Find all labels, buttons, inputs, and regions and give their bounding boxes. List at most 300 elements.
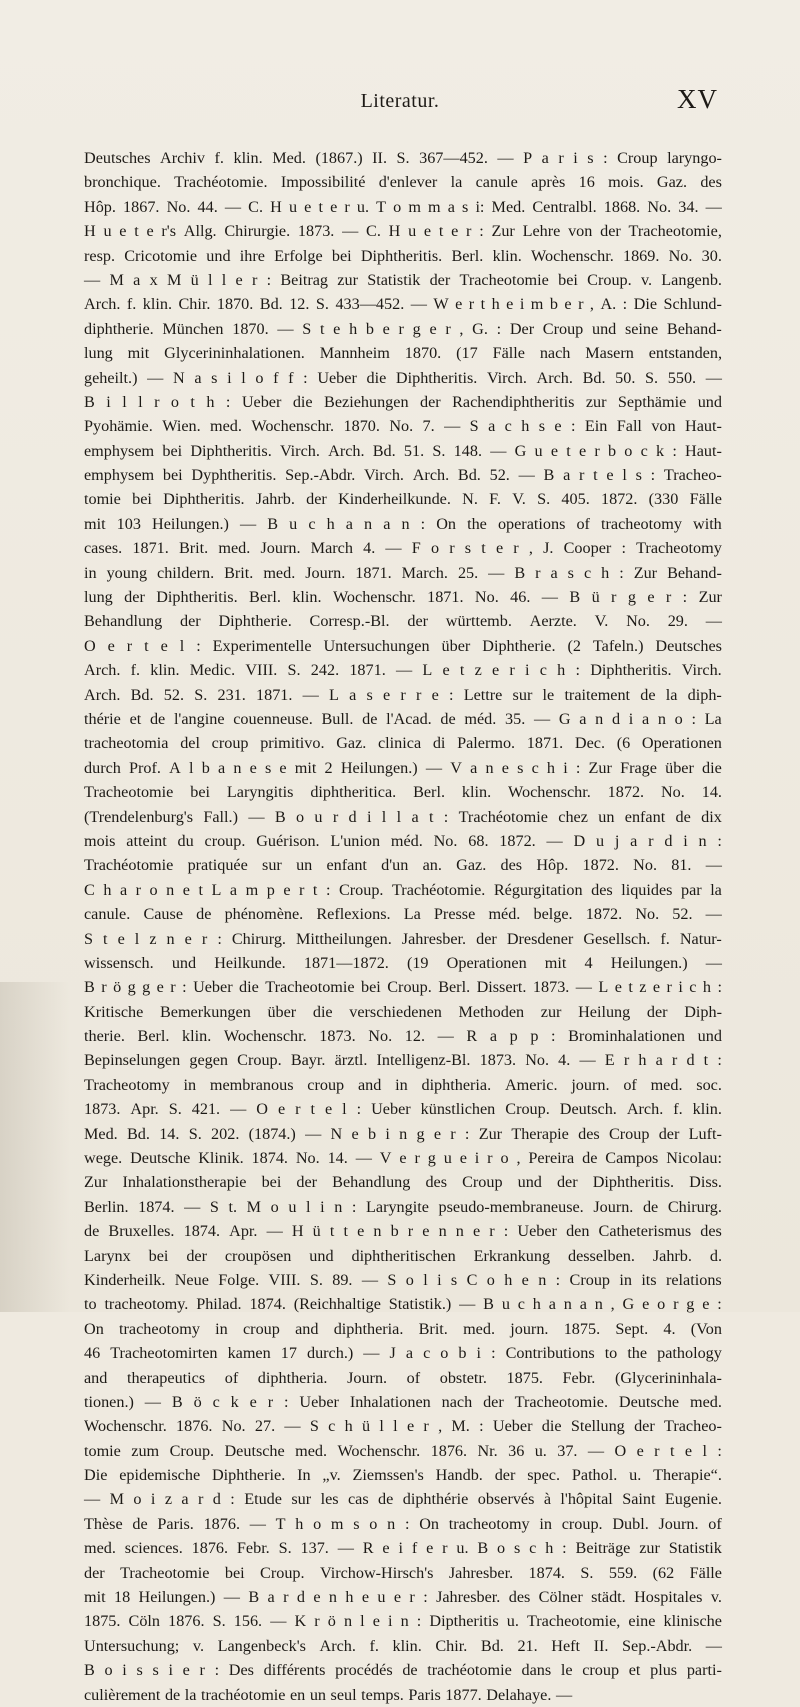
word: la — [450, 173, 463, 192]
word: o — [270, 1197, 279, 1216]
word: a — [447, 197, 455, 216]
word: spec. — [527, 1466, 561, 1485]
word: : — [404, 1514, 410, 1533]
word: : — [230, 1490, 235, 1509]
word: e — [455, 295, 463, 314]
word: r — [666, 978, 672, 997]
word: 367—452. — [419, 149, 488, 167]
word: nach — [539, 344, 571, 363]
word: Arch. — [536, 368, 573, 387]
word: ü — [591, 588, 600, 607]
word: klin. — [692, 1100, 722, 1119]
word: Langenbeck's — [217, 1636, 306, 1655]
word: Jahrb. — [255, 490, 295, 509]
word: 51. — [403, 441, 425, 460]
word: o — [497, 1539, 506, 1558]
word: — — [488, 563, 505, 582]
word: f. — [126, 295, 137, 314]
word: „v. — [322, 1466, 341, 1485]
word: S. — [168, 1100, 182, 1119]
word: 2 — [324, 758, 333, 777]
word: Palermo. — [457, 734, 516, 753]
word: : — [266, 270, 272, 289]
word: s — [211, 368, 218, 387]
word: Diphtherie. — [211, 1466, 286, 1485]
word: bei — [162, 466, 183, 485]
word: N — [172, 368, 185, 387]
word: der — [84, 1563, 105, 1582]
word: Chirurg. — [667, 1197, 722, 1216]
word: B — [267, 514, 279, 533]
text-line — [84, 1683, 722, 1707]
word: b — [607, 441, 617, 460]
word: — — [284, 1417, 301, 1436]
word: r — [423, 1417, 429, 1436]
word: : — [717, 978, 722, 997]
word: Tracheotomie, — [526, 1612, 621, 1631]
word: Wochenschr. — [332, 588, 416, 607]
word: young — [106, 563, 148, 582]
word: f. — [673, 1100, 683, 1119]
word: M. — [451, 1417, 470, 1436]
word: des — [508, 1588, 531, 1607]
word: F — [411, 539, 421, 558]
word: o — [104, 1661, 113, 1680]
text-line — [84, 1292, 722, 1316]
word: und — [697, 392, 722, 411]
word: t — [190, 392, 195, 411]
word: r — [468, 295, 475, 314]
word: med. — [295, 1441, 328, 1460]
word: Handb. — [435, 1466, 483, 1485]
word: u — [443, 1149, 452, 1168]
word: : — [443, 807, 449, 826]
word: Berl. — [438, 978, 471, 997]
word: r — [487, 1149, 493, 1168]
word: Guérison. — [256, 831, 320, 850]
word: Kinderheilkunde. — [338, 490, 451, 509]
word: e — [156, 978, 164, 997]
word: canule. — [84, 905, 131, 924]
word: S. — [188, 1124, 202, 1143]
word: Inhalationstherapie — [122, 1173, 247, 1192]
word: 1874. — [138, 1197, 175, 1216]
word: Langenb. — [661, 270, 722, 289]
word: 1875. — [563, 1319, 601, 1338]
word: Berl. — [451, 246, 484, 265]
word: cases. — [84, 539, 123, 558]
text-line — [84, 1195, 722, 1219]
word: entstanden, — [648, 344, 722, 363]
word: Bepinselungen — [84, 1051, 181, 1070]
word: de — [582, 1149, 598, 1168]
word: u. — [456, 1539, 469, 1558]
word: plus — [650, 1661, 678, 1680]
word: Arch. — [328, 441, 365, 460]
word: Allg. — [183, 222, 217, 241]
word: r — [579, 466, 585, 485]
word: (330 — [648, 490, 679, 509]
text-line — [84, 780, 722, 804]
word: l — [423, 1270, 428, 1289]
word: Campos — [605, 1149, 659, 1168]
word: del — [180, 734, 200, 753]
word: Untersuchung; — [84, 1636, 180, 1655]
word: lung — [84, 588, 113, 607]
word: Natur- — [679, 929, 722, 948]
word: Die — [633, 295, 657, 314]
word: Bull. — [321, 709, 354, 728]
word: : — [217, 929, 222, 948]
word: n — [364, 514, 373, 533]
word: l — [360, 1612, 365, 1631]
word: 36 — [508, 1441, 525, 1460]
text-line — [84, 1512, 722, 1536]
text-line — [84, 1073, 722, 1097]
text-line — [84, 951, 722, 975]
word: No. — [633, 856, 657, 875]
word: der — [306, 490, 327, 509]
word: s — [514, 1539, 521, 1558]
word: 1871. — [427, 588, 464, 607]
word: Diphtheritis. — [592, 1173, 675, 1192]
word: bei — [148, 1246, 169, 1265]
word: ü — [190, 270, 199, 289]
word: e — [431, 685, 439, 704]
word: die — [366, 368, 387, 387]
word: Des — [228, 1661, 254, 1680]
word: i — [563, 758, 568, 777]
word: Ueber — [299, 1392, 339, 1411]
word: m — [245, 880, 259, 899]
word: : — [691, 709, 696, 728]
word: croup — [211, 734, 249, 753]
word: Jahresber. — [448, 1563, 514, 1582]
word: kamen — [227, 1344, 271, 1363]
word: Untersuchungen — [323, 636, 430, 655]
word: : — [672, 441, 677, 460]
word: en — [290, 1685, 306, 1704]
word: bei — [361, 978, 381, 997]
word: croupösen — [224, 1246, 292, 1265]
word: r — [648, 831, 654, 850]
word: des — [700, 173, 722, 192]
word: o — [405, 1270, 414, 1289]
word: : — [622, 295, 628, 314]
text-line — [84, 683, 722, 707]
word: l — [342, 1100, 347, 1119]
word: h — [504, 1270, 513, 1289]
word: über — [665, 758, 694, 777]
word: Behand- — [667, 563, 722, 582]
word: Corresp.-Bl. — [309, 612, 390, 631]
word: tomie — [84, 490, 121, 509]
word: e — [492, 661, 500, 680]
word: Erkrankung — [473, 1246, 551, 1265]
word: — — [459, 1295, 476, 1314]
word: f — [273, 368, 279, 387]
word: March — [310, 539, 353, 558]
word: s — [353, 1514, 360, 1533]
word: II. — [372, 149, 387, 167]
word: d — [686, 1051, 695, 1070]
word: culièrement — [84, 1685, 161, 1704]
word: Diphtherie. — [218, 612, 292, 631]
word: Sep.-Abdr. — [622, 1636, 693, 1655]
word: S. — [315, 295, 329, 314]
word: d. — [709, 1246, 722, 1265]
word: i — [150, 1490, 156, 1509]
word: e — [119, 222, 127, 241]
word: der — [186, 1246, 207, 1265]
word: b — [458, 1344, 467, 1363]
word: 1876. — [176, 1417, 213, 1436]
word: Med. — [84, 1124, 118, 1143]
text-line — [84, 439, 722, 463]
word: — — [437, 1027, 454, 1046]
word: Apr. — [130, 1100, 159, 1119]
word: s — [587, 149, 594, 167]
word: Journ. — [347, 1368, 388, 1387]
word: e — [361, 1588, 370, 1607]
word: 16 — [578, 173, 595, 192]
word: c — [583, 563, 592, 582]
word: c — [539, 661, 547, 680]
word: Febr. — [562, 1368, 596, 1387]
word: Etude — [244, 1490, 282, 1509]
word: der — [124, 588, 145, 607]
word: e — [429, 319, 437, 338]
word: d — [664, 831, 673, 850]
text-line — [84, 317, 722, 341]
word: i — [437, 1270, 442, 1289]
word: 27. — [254, 1417, 276, 1436]
word: epidemische — [119, 1466, 201, 1485]
word: Tracheotomie — [265, 978, 355, 997]
word: Reflexions. — [316, 905, 391, 924]
word: On — [436, 514, 456, 533]
word: Ueber — [371, 1100, 411, 1119]
word: — — [541, 588, 558, 607]
word: Bd. — [480, 1636, 504, 1655]
word: Prof. — [129, 758, 161, 777]
word: i: — [475, 197, 485, 216]
word: Bemerkungen — [159, 1002, 251, 1021]
text-line — [84, 585, 722, 609]
word: o — [657, 1295, 666, 1314]
word: a — [641, 709, 650, 728]
word: Mannheim — [319, 344, 390, 363]
word: 231. — [217, 685, 246, 704]
word: S — [84, 929, 94, 948]
word: 1873. — [532, 978, 570, 997]
word: Diphtheritis. — [590, 661, 672, 680]
word: e — [423, 222, 432, 241]
word: med. — [263, 563, 296, 582]
word: and — [84, 1368, 108, 1387]
word: : — [562, 1539, 567, 1558]
word: 103 — [116, 514, 141, 533]
word: diphthérie — [402, 1490, 469, 1509]
word: childern. — [157, 563, 215, 582]
word: württemb. — [445, 612, 512, 631]
text-line — [84, 878, 722, 902]
word: Zur — [698, 588, 722, 607]
word: 29. — [667, 612, 688, 631]
word: t — [198, 880, 203, 899]
word: L — [422, 661, 433, 680]
word: Febr. — [236, 1539, 270, 1558]
word: e — [702, 1295, 710, 1314]
word: zur — [639, 1539, 660, 1558]
word: 1876. — [203, 1514, 240, 1533]
word: V — [379, 1149, 392, 1168]
word: Chirurg. — [231, 929, 286, 948]
word: : — [570, 417, 576, 436]
word: de — [149, 709, 166, 728]
word: und — [309, 1246, 334, 1265]
word: h — [532, 1295, 541, 1314]
word: Diphtheritis. — [395, 368, 478, 387]
word: de — [402, 1661, 418, 1680]
word: von — [568, 222, 593, 241]
word: zur — [337, 270, 358, 289]
word: tracheotomy — [448, 1514, 530, 1533]
word: No. — [647, 197, 672, 216]
word: in — [215, 1319, 228, 1338]
word: zum — [131, 1441, 160, 1460]
word: c — [504, 417, 512, 436]
word: B — [514, 563, 526, 582]
word: 1873. — [319, 1027, 356, 1046]
word: o — [624, 441, 633, 460]
word: die — [702, 758, 722, 777]
word: b — [201, 758, 210, 777]
word: pratiquée — [187, 856, 248, 875]
word: No. — [668, 246, 693, 265]
word: 1871. — [132, 539, 169, 558]
word: l — [179, 636, 185, 655]
word: durch.) — [306, 1344, 354, 1363]
word: r — [400, 685, 406, 704]
word: M — [166, 270, 182, 289]
word: i — [385, 1124, 390, 1143]
text-line — [84, 1268, 722, 1292]
word: di — [432, 734, 446, 753]
word: o — [500, 1149, 509, 1168]
word: Journ. — [658, 1514, 699, 1533]
word: méd. — [488, 905, 521, 924]
running-header — [80, 70, 720, 114]
word: N — [330, 1124, 343, 1143]
word: 1872. — [585, 905, 623, 924]
word: diphtherie. — [84, 319, 154, 338]
word: C. — [366, 222, 381, 241]
word: Behandlung — [84, 612, 163, 631]
word: e — [333, 319, 341, 338]
word: a — [548, 1295, 556, 1314]
word: n — [373, 1222, 382, 1241]
word: r — [578, 295, 584, 314]
word: G — [514, 441, 527, 460]
word: mois — [84, 831, 116, 850]
word: r — [170, 978, 176, 997]
word: pathology — [657, 1344, 722, 1363]
word: Rachendiphtheritis — [452, 392, 575, 411]
word: un — [309, 1685, 326, 1704]
word: Berl. — [249, 588, 281, 607]
word: trachéotomie — [200, 1685, 286, 1704]
word: m — [330, 1514, 344, 1533]
word: No. — [295, 1149, 320, 1168]
text-line — [84, 244, 722, 268]
text-line — [84, 561, 722, 585]
word: 68. — [468, 831, 489, 850]
word: S. — [396, 149, 410, 167]
word: — — [302, 685, 319, 704]
word: 1872. — [582, 856, 619, 875]
word: emphysem — [84, 466, 155, 485]
word: 52. — [489, 466, 510, 485]
word: 1871—1872. — [303, 953, 389, 972]
word: S. — [194, 685, 208, 704]
word: t — [481, 539, 486, 558]
word: pseudo-membraneuse. — [438, 1197, 584, 1216]
word: journ. — [571, 1075, 610, 1094]
word: Régurgitation — [493, 880, 583, 899]
word: Tracheotomie — [84, 783, 174, 802]
word: parti- — [686, 1661, 722, 1680]
word: wissensch. — [84, 953, 154, 972]
word: — — [342, 222, 359, 241]
word: e — [684, 1441, 693, 1460]
word: G — [558, 709, 571, 728]
word: sur — [262, 856, 282, 875]
word: h — [349, 319, 358, 338]
word: journ. — [510, 1319, 549, 1338]
word: à — [543, 1490, 552, 1509]
word: r — [198, 1490, 204, 1509]
word: Tracheotomy — [84, 1075, 170, 1094]
word: a — [133, 270, 141, 289]
word: a — [579, 1295, 587, 1314]
word: M — [109, 270, 124, 289]
word: 1871. — [256, 685, 293, 704]
word: H — [84, 222, 96, 241]
word: u — [534, 441, 543, 460]
word: un — [296, 856, 313, 875]
word: städt. — [591, 1588, 626, 1607]
word: Heilungen.) — [610, 953, 688, 972]
word: a — [563, 466, 571, 485]
word: a — [489, 1027, 497, 1046]
word: 89. — [332, 1270, 353, 1289]
word: t — [144, 636, 149, 655]
word: bei — [331, 246, 352, 265]
word: n — [698, 831, 707, 850]
word: A. — [600, 295, 617, 314]
word: (6 — [616, 734, 631, 753]
word: J — [389, 1344, 396, 1363]
word: h — [521, 417, 530, 436]
word: In — [297, 1466, 311, 1485]
word: canule — [475, 173, 518, 192]
word: Operationen — [446, 953, 527, 972]
word: r — [450, 1124, 456, 1143]
word: : — [214, 1661, 220, 1680]
word: — — [147, 368, 164, 387]
word: 18 — [113, 1588, 131, 1607]
